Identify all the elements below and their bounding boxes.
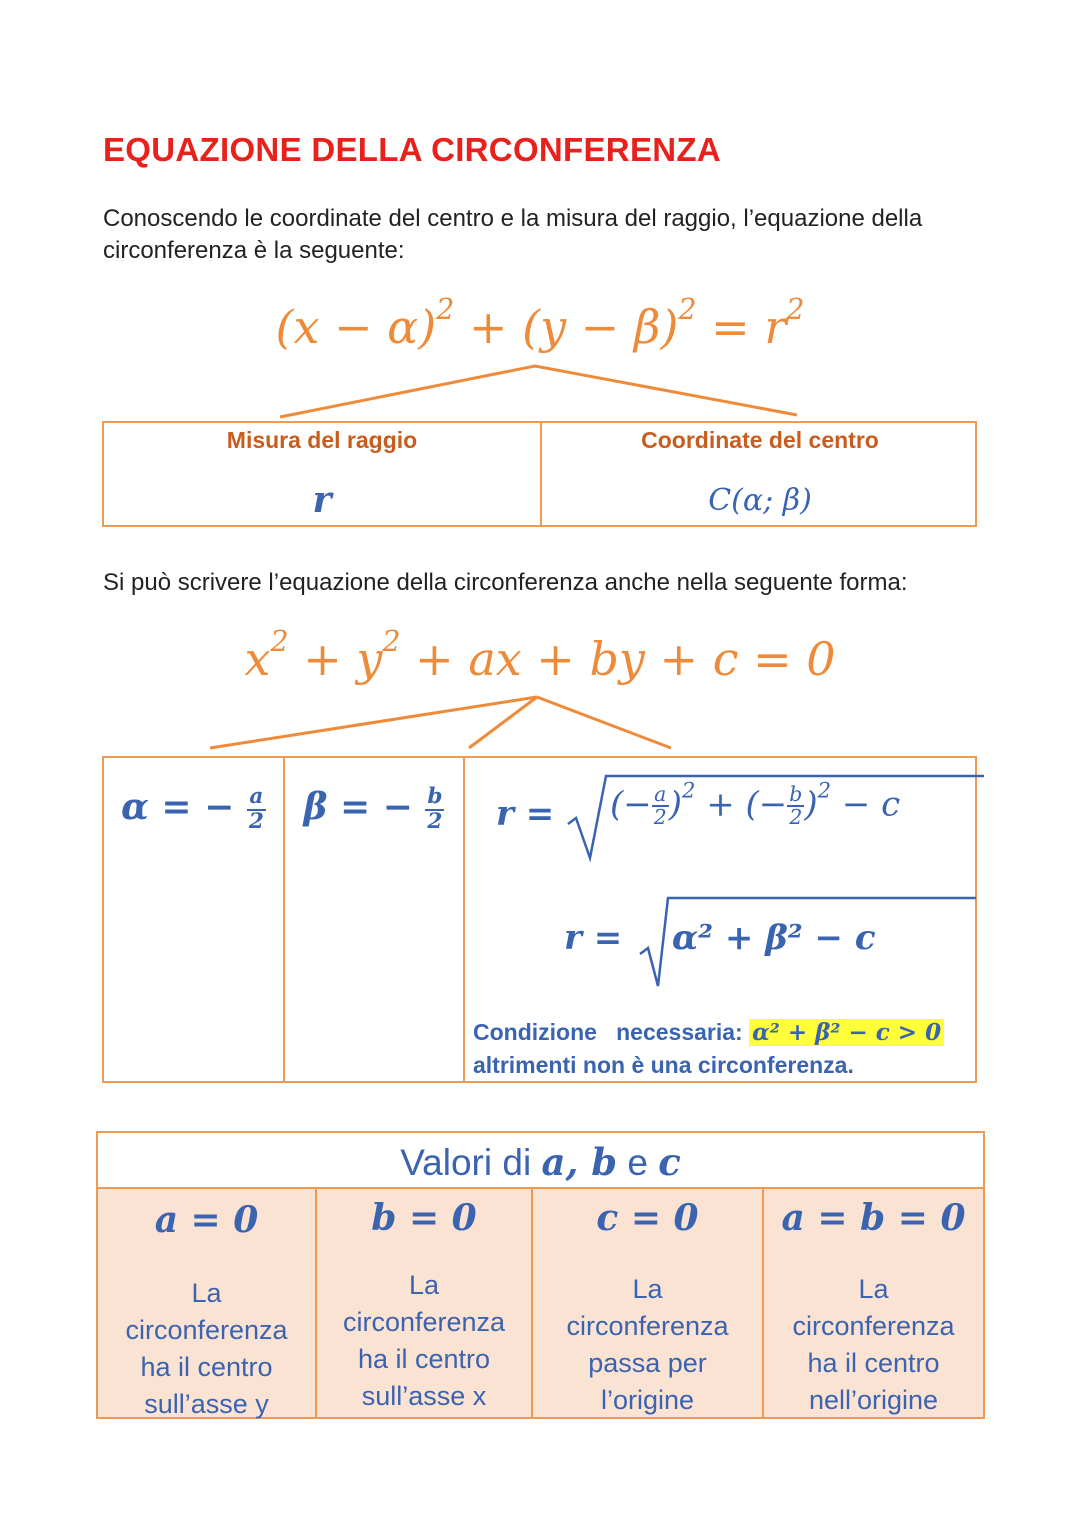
radius-formula-1-body: (− $\frac{a}{2}$ )$^2$ + (− $\frac{b}{2}$ )$^2$ − c (610, 777, 901, 830)
r1-frac-b (787, 784, 804, 829)
alpha-formula (104, 786, 283, 834)
value-cell-ab-text (764, 1271, 983, 1419)
necessary-condition (473, 1016, 973, 1082)
radius-formula-1 (496, 794, 554, 834)
alpha-fraction (247, 786, 266, 833)
r1-frac-a-den: 2 (653, 805, 667, 830)
cell-a-line: La (191, 1278, 222, 1308)
eq1-part2: + (y − β) (454, 300, 679, 354)
condition-label: Condizione necessaria: (473, 1019, 743, 1045)
radius-header: Misura del raggio (226, 427, 418, 453)
beta-formula (285, 786, 463, 834)
r1-frac-a (652, 784, 669, 829)
cell-ab-line: nell’origine (808, 1385, 939, 1415)
value-cell-b-math: b = 0 (371, 1197, 477, 1239)
value-cell-b-text (317, 1267, 531, 1415)
cell-a-line: circonferenza (125, 1315, 288, 1345)
r1-lhs: r = (496, 794, 555, 834)
beta-fraction (425, 786, 444, 833)
values-table-title (96, 1131, 985, 1189)
values-title-text: Valori di (400, 1142, 542, 1183)
cell-ab-line: circonferenza (792, 1311, 955, 1341)
eq2-exp-y: 2 (382, 624, 401, 658)
center-value: C(α; β) (708, 483, 812, 518)
eq1-exp1: 2 (436, 292, 455, 326)
cell-b-line: circonferenza (342, 1307, 506, 1337)
condition-line-1 (473, 1016, 973, 1049)
center-header: Coordinate del centro (641, 427, 879, 453)
condition-line-2: altrimenti non è una circonferenza. (473, 1052, 854, 1078)
cell-c-line: passa per (588, 1348, 707, 1378)
cell-a-line: sull’asse y (144, 1389, 269, 1419)
cell-b-line: sull’asse x (361, 1381, 487, 1411)
value-cell-c (531, 1187, 764, 1419)
intro-line-2: circonferenza è la seguente: (103, 237, 405, 264)
value-cell-a-math: a = 0 (154, 1199, 259, 1241)
page-title: EQUAZIONE DELLA CIRCONFERENZA (103, 131, 721, 168)
cell-ab-line: ha il centro (807, 1348, 940, 1378)
r1-frac-a-num: a (652, 784, 669, 807)
eq2-x: x (244, 632, 271, 686)
eq1-part1: (x − α) (275, 300, 437, 354)
value-cell-c-math: c = 0 (596, 1197, 699, 1239)
eq2-y: + y (288, 632, 383, 686)
radius-center-table (102, 421, 977, 527)
values-title-e: e (617, 1142, 659, 1183)
beta-lhs: β = − (303, 786, 413, 828)
eq1-exp2: 2 (678, 292, 697, 326)
cell-c-line: circonferenza (566, 1311, 729, 1341)
alpha-num: a (247, 786, 266, 811)
cell-a-line: ha il centro (140, 1352, 273, 1382)
r1-exp-2: 2 (817, 777, 832, 803)
r1-frac-b-den: 2 (789, 805, 803, 830)
table2-divider-2 (463, 758, 465, 1081)
beta-den: 2 (427, 809, 443, 834)
value-cell-a (96, 1187, 317, 1419)
cell-ab-line: La (858, 1274, 889, 1304)
values-title-c: c (658, 1140, 681, 1184)
cell-b-line: ha il centro (357, 1344, 491, 1374)
value-cell-c-text (533, 1271, 762, 1419)
intro-line-1: Conoscendo le coordinate del centro e la misura del raggio, l’equazione della (103, 205, 923, 232)
cell-c-line: La (632, 1274, 663, 1304)
value-cell-ab-math: a = b = 0 (781, 1197, 966, 1239)
value-cell-ab (762, 1187, 985, 1419)
connector-standard (280, 366, 797, 417)
eq1-part3: = r (696, 300, 787, 354)
alpha-lhs: α = − (121, 786, 235, 828)
r1-exp-1: 2 (682, 777, 696, 803)
eq2-exp-x: 2 (270, 624, 289, 658)
value-cell-a-text (98, 1275, 315, 1423)
cell-b-line: La (408, 1270, 440, 1300)
cell-c-line: l’origine (600, 1385, 695, 1415)
eq2-rest: + ax + by + c = 0 (400, 632, 836, 686)
beta-num: b (427, 784, 443, 810)
condition-math: α² + β² − c > 0 (749, 1019, 944, 1046)
eq1-exp3: 2 (786, 292, 805, 326)
r1-frac-b-num: b (789, 782, 803, 806)
general-equation (0, 624, 1080, 686)
radius-formula-2: r = (564, 918, 623, 958)
intro-text-2: Si può scrivere l’equazione della circonferenza anche nella seguente forma: (103, 569, 908, 596)
alpha-den: 2 (248, 809, 264, 834)
values-title-ab: a, b (541, 1140, 618, 1184)
r1-tail: − c (841, 784, 901, 825)
connector-general-right (537, 697, 671, 748)
value-cell-b (315, 1187, 533, 1419)
radius-formula-2-body: α² + β² − c (672, 918, 876, 958)
radius-value: r (312, 479, 332, 521)
connector-general-left (210, 697, 537, 748)
